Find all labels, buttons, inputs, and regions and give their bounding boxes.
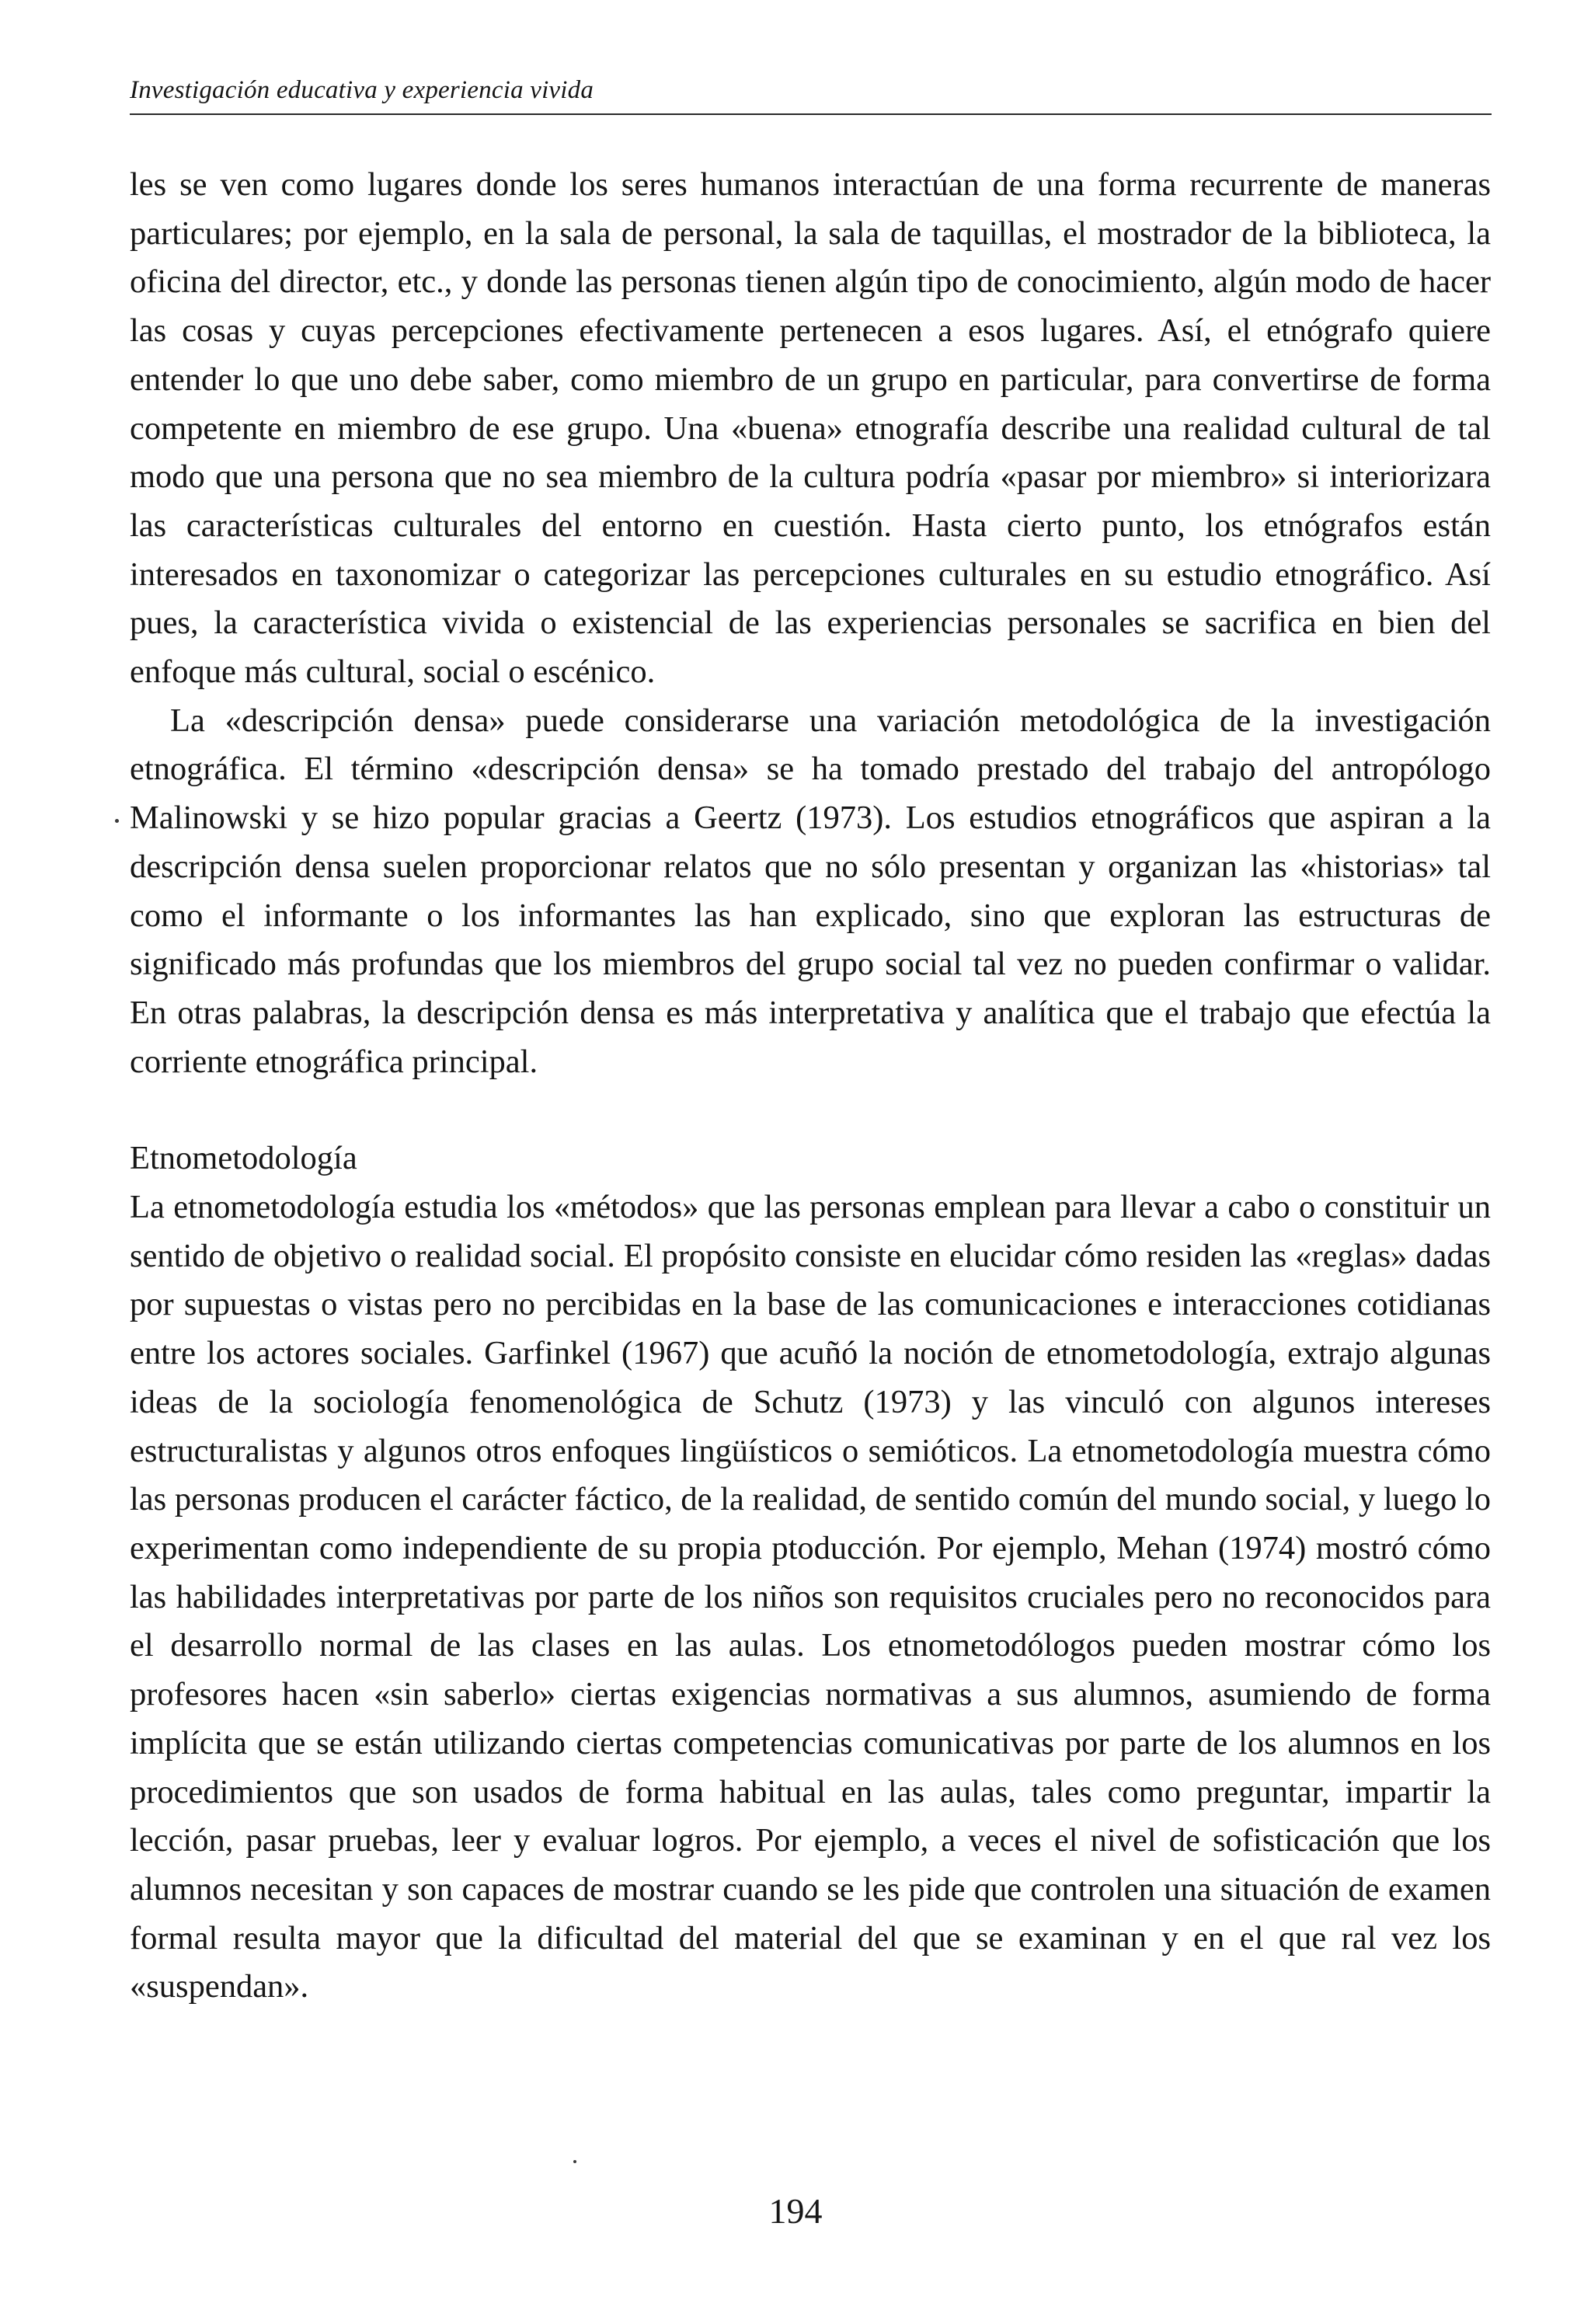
page-body — [130, 161, 1491, 2012]
paragraph-ethnomethodology: La etnometodología estudia los «métodos» que las personas emplean para llevar a cabo o constituir un sentido de objetivo o realidad social. El propósito consiste en elucidar cómo residen las «reglas» dadas por supuestas o vistas pero no percibidas en la base de las comunicaciones e interacciones cotidianas entre los actores sociales. Garfinkel (1967) que acuñó la noción de etnometodología, extrajo algunas ideas de la sociología fenomenológica de Schutz (1973) y las vinculó con algunos intereses estructuralistas y algunos otros enfoques lingüísticos o semióticos. La etnometodología muestra cómo las personas producen el carácter fáctico, de la realidad, de sentido común del mundo social, y luego lo experimentan como independiente de su propia ptoducción. Por ejemplo, Mehan (1974) mostró cómo las habilidades interpretativas por parte de los niños son requisitos cruciales pero no reconocidos para el desarrollo normal de las clases en las aulas. Los etnometodólogos pueden mostrar cómo los profesores hacen «sin saberlo» ciertas exigencias normativas a sus alumnos, asumiendo de forma implícita que se están utilizando ciertas competencias comunicativas por parte de los alumnos en los procedimientos que son usados de forma habitual en las aulas, tales como preguntar, impartir la lección, pasar pruebas, leer y evaluar logros. Por ejemplo, a veces el nivel de sofisticación que los alumnos necesitan y son capaces de mostrar cuando se les pide que controlen una situación de examen formal resulta mayor que la dificultad del material del que se examinan y en el que ral vez los «suspendan». — [130, 1189, 1491, 2005]
section-heading-ethnomethodology: Etnometodología — [130, 1140, 357, 1177]
scan-speck — [573, 2160, 576, 2163]
running-head-title: Investigación educativa y experiencia vivida — [130, 76, 594, 104]
paragraph-ethnography-continued: les se ven como lugares donde los seres humanos interactúan de una forma recurrente de maneras particulares; por ejemplo, en la sala de personal, la sala de taquillas, el mostrador de la biblioteca, la oficina del director, etc., y donde las personas tienen algún tipo de conocimiento, algún modo de hacer las cosas y cuyas percepciones efectivamente pertenecen a esos lugares. Así, el etnógrafo quiere entender lo que uno debe saber, como miembro de un grupo en particular, para convertirse de forma competente en miembro de ese grupo. Una «buena» etnografía describe una realidad cultural de tal modo que una persona que no sea miembro de la cultura podría «pasar por miembro» si interiorizara las características culturales del entorno en cuestión. Hasta cierto punto, los etnógrafos están interesados en taxonomizar o categorizar las percepciones culturales en su estudio etnográfico. Así pues, la característica vivida o existencial de las experiencias personales se sacrifica en bien del enfoque más cultural, social o escénico. — [130, 166, 1491, 691]
page-number: 194 — [768, 2191, 823, 2231]
header-rule — [130, 113, 1492, 115]
margin-speck — [115, 819, 119, 823]
paragraph-thick-description: La «descripción densa» puede considerarse una variación metodológica de la investigación etnográfica. El término «descripción densa» se ha tomado prestado del trabajo del antropólogo Malinowski y se hizo popular gracias a Geertz (1973). Los estudios etnográficos que aspiran a la descripción densa suelen proporcionar relatos que no sólo presentan y organizan las «historias» tal como el informante o los informantes las han explicado, sino que exploran las estructuras de significado más profundas que los miembros del grupo social tal vez no pueden confirmar o validar. En otras palabras, la descripción densa es más interpretativa y analítica que el trabajo que efectúa la corriente etnográfica principal. — [130, 702, 1491, 1080]
